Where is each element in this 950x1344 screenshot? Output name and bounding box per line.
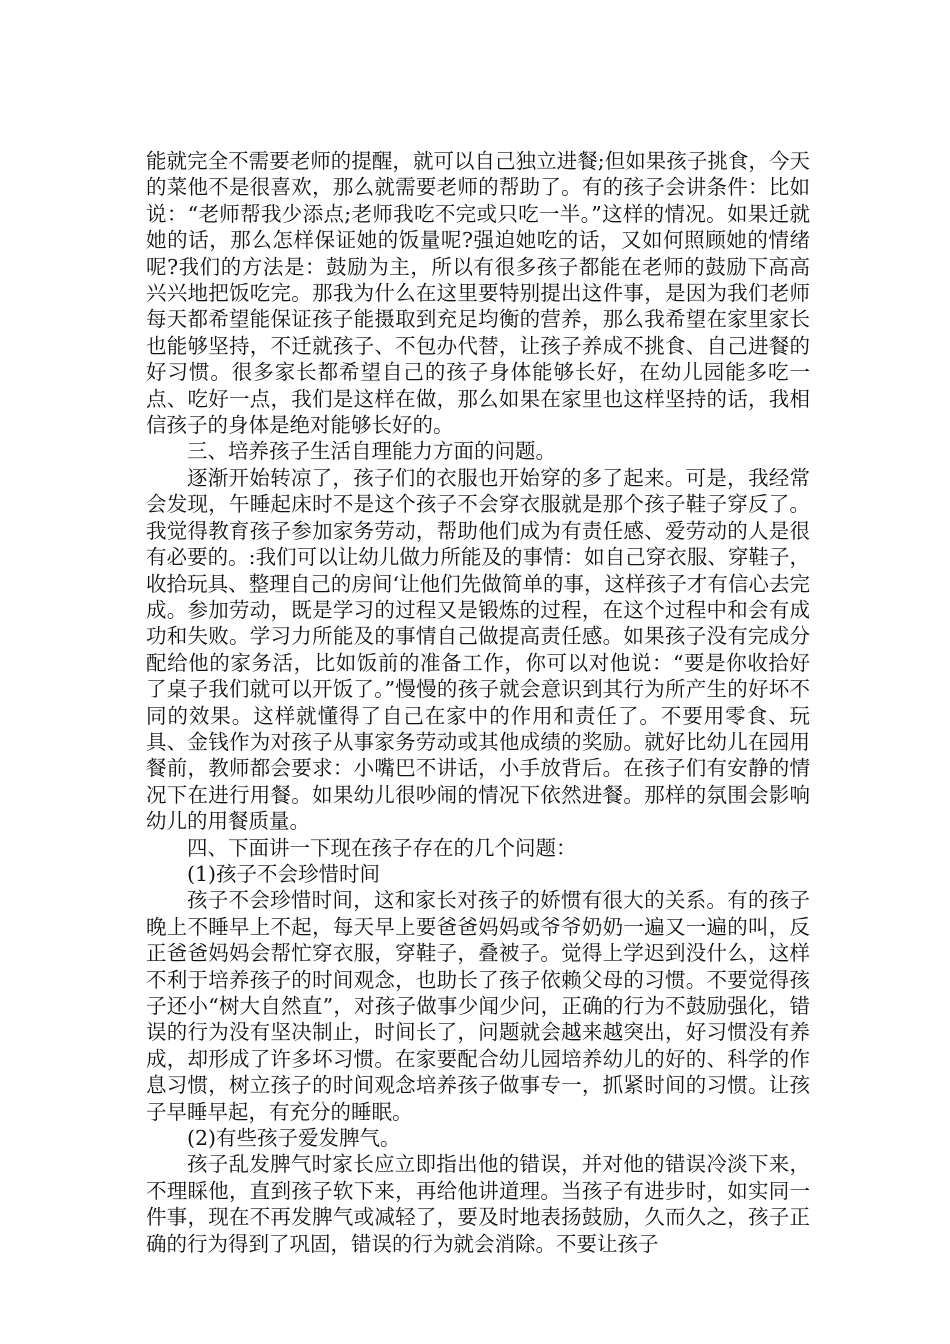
subheading-1: (1)孩子不会珍惜时间: [187, 861, 381, 886]
section-heading-4: 四、下面讲一下现在孩子存在的几个问题：: [187, 835, 577, 860]
paragraph-time: 孩子不会珍惜时间，这和家长对孩子的娇惯有很大的关系。有的孩子晚上不睡早上不起，每天早上要爸爸妈妈或爷爷奶奶一遍又一遍的叫，反正爸爸妈妈会帮忙穿衣服，穿鞋子，叠被子。觉得上学迟到没什么，这样不利于培养孩子的时间观念，也助长了孩子依赖父母的习惯。不要觉得孩子还小“树大自然直”，对孩子做事少闻少问，正确的行为不鼓励强化，错误的行为没有坚决制止，时间长了，问题就会越来越突出，好习惯没有养成，却形成了许多坏习惯。在家要配合幼儿园培养幼儿的好的、科学的作息习惯，树立孩子的时间观念培养孩子做事专一，抓紧时间的习惯。让孩子早睡早起，有充分的睡眠。: [146, 888, 810, 1124]
paragraph-self-care: 逐渐开始转凉了，孩子们的衣服也开始穿的多了起来。可是，我经常会发现，午睡起床时不是这个孩子不会穿衣服就是那个孩子鞋子穿反了。我觉得教育孩子参加家务劳动，帮助他们成为有责任感、爱劳动的人是很有必要的。:我们可以让幼儿做力所能及的事情：如自己穿衣服、穿鞋子，收拾玩具、整理自己的房间‘让他们先做简单的事，这样孩子才有信心去完成。参加劳动，既是学习的过程又是锻炼的过程，在这个过程中和会有成功和失败。学习力所能及的事情自己做提高责任感。如果孩子没有完成分配给他的家务活，比如饭前的准备工作，你可以对他说：“要是你收拾好了桌子我们就可以开饭了。”慢慢的孩子就会意识到其行为所产生的好坏不同的效果。这样就懂得了自己在家中的作用和责任了。不要用零食、玩具、金钱作为对孩子从事家务劳动或其他成绩的奖励。就好比幼儿在园用餐前，教师都会要求：小嘴巴不讲话，小手放背后。在孩子们有安静的情况下在进行用餐。如果幼儿很吵闹的情况下依然进餐。那样的氛围会影响幼儿的用餐质量。: [146, 465, 810, 834]
paragraph-continued: 能就完全不需要老师的提醒，就可以自己独立进餐;但如果孩子挑食，今天的菜他不是很喜欢，那么就需要老师的帮助了。有的孩子会讲条件：比如说：“老师帮我少添点;老师我吃不完或只吃一半。”这样的情况。如果迁就她的话，那么怎样保证她的饭量呢?强迫她吃的话，又如何照顾她的情绪呢?我们的方法是：鼓励为主，所以有很多孩子都能在老师的鼓励下高高兴兴地把饭吃完。那我为什么在这里要特别提出这件事，是因为我们老师每天都希望能保证孩子能摄取到充足均衡的营养，那么我希望在家里家长也能够坚持，不迁就孩子、不包办代替，让孩子养成不挑食、自己进餐的好习惯。很多家长都希望自己的孩子身体能够长好，在幼儿园能多吃一点、吃好一点，我们是这样在做，那么如果在家里也这样坚持的话，我相信孩子的身体是绝对能够长好的。: [146, 149, 810, 438]
subheading-2: (2)有些孩子爱发脾气。: [187, 1126, 401, 1151]
document-body: [146, 148, 810, 1257]
paragraph-temper: 孩子乱发脾气时家长应立即指出他的错误，并对他的错误冷淡下来，不理睬他，直到孩子软下来，再给他讲道理。当孩子有进步时，如实同一件事，现在不再发脾气或减轻了，要及时地表扬鼓励，久而久之，孩子正确的行为得到了巩固，错误的行为就会消除。不要让孩子: [146, 1152, 810, 1256]
section-heading-3: 三、培养孩子生活自理能力方面的问题。: [187, 439, 556, 464]
